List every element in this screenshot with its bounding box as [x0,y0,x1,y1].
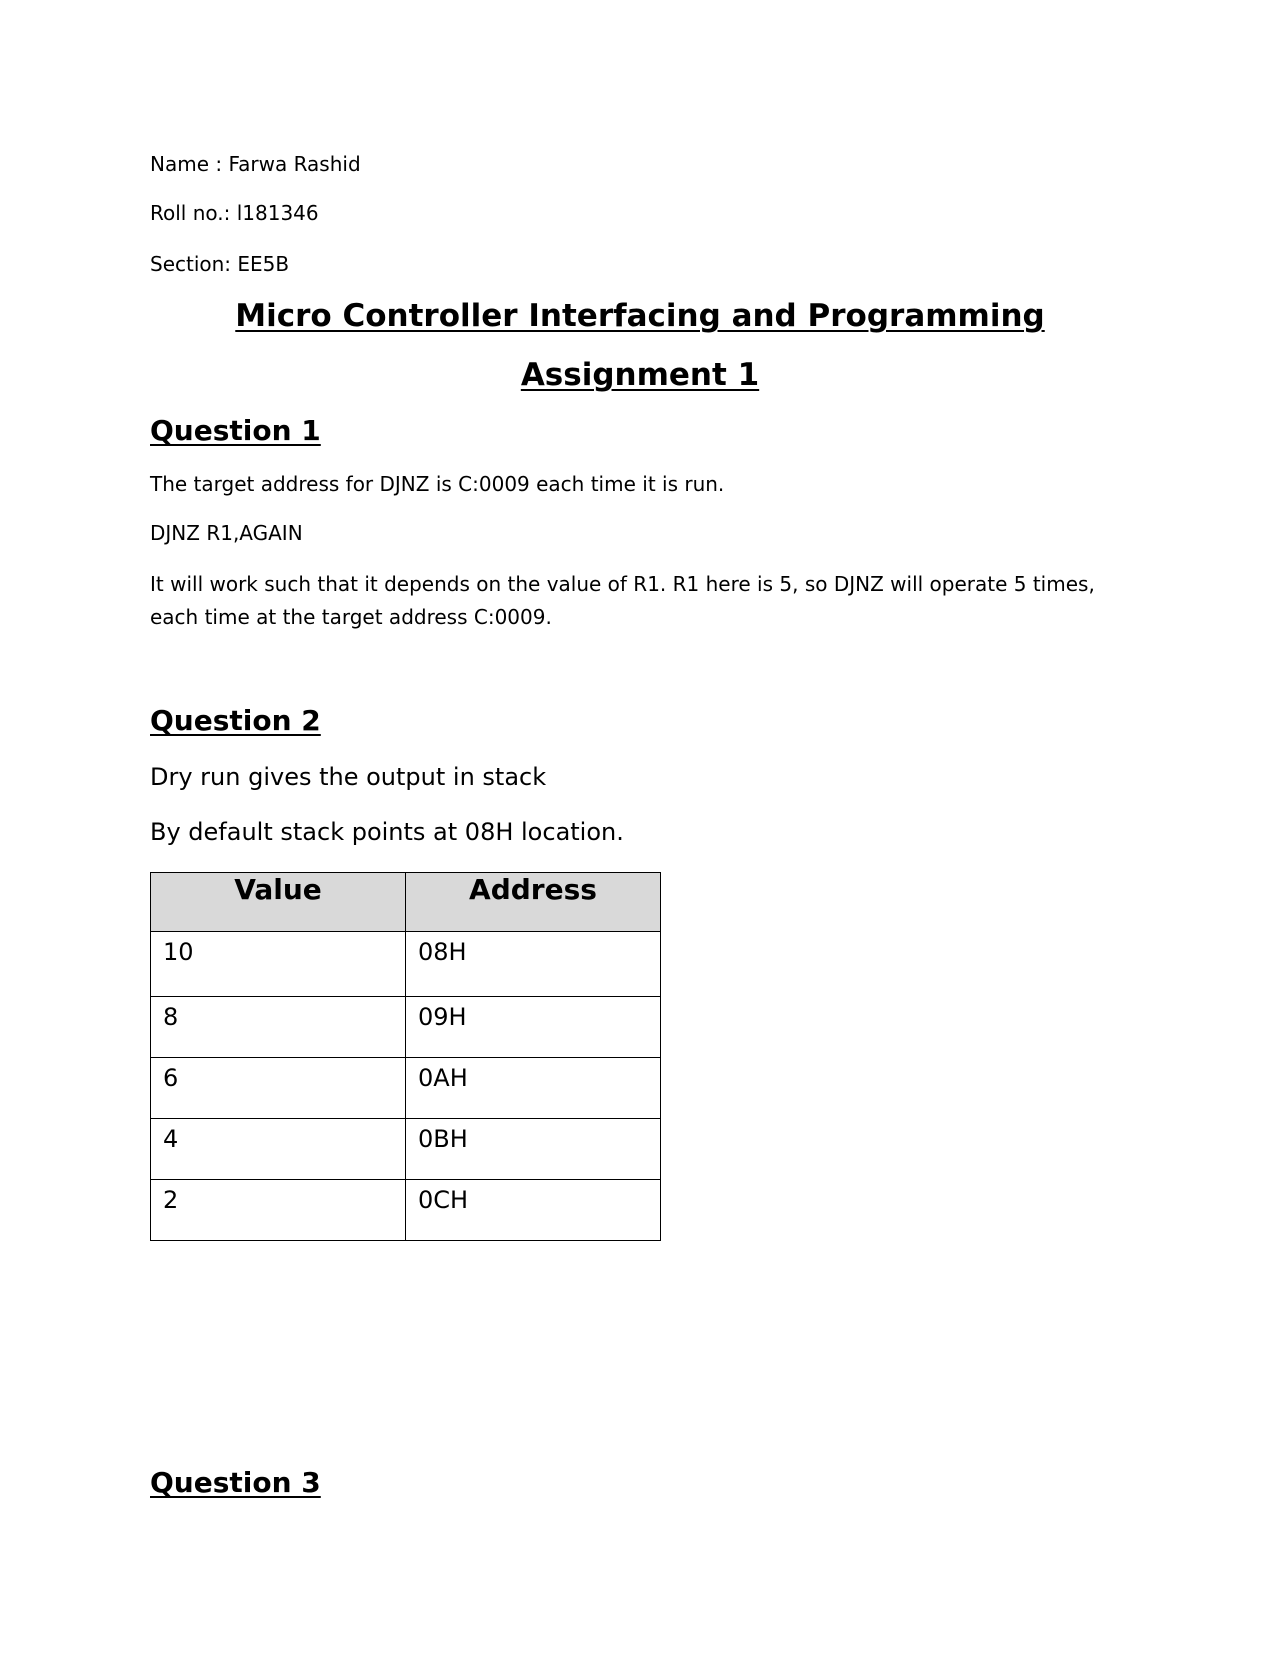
table-cell-value: 6 [151,1058,406,1119]
table-cell-value: 4 [151,1119,406,1180]
table-row [151,1058,661,1119]
table-cell-value: 8 [151,997,406,1058]
table-row [151,932,661,997]
table-row [151,1119,661,1180]
question-1-line-1: The target address for DJNZ is C:0009 each time it is run. [150,472,725,496]
table-cell-address: 0BH [406,1119,661,1180]
table-header-row [151,873,661,932]
assignment-title: Assignment 1 [520,357,760,393]
student-name: Name : Farwa Rashid [150,152,361,176]
roll-number: Roll no.: l181346 [150,201,319,225]
question-3-heading: Question 3 [150,1466,321,1499]
table-cell-address: 0AH [406,1058,661,1119]
table-cell-address: 09H [406,997,661,1058]
question-2-line-2: By default stack points at 08H location. [150,818,624,846]
question-1-line-2: DJNZ R1,AGAIN [150,521,303,545]
table-cell-address: 08H [406,932,661,997]
question-2-heading: Question 2 [150,704,321,737]
question-1-paragraph: It will work such that it depends on the value of R1. R1 here is 5, so DJNZ will operate 5 times, each time at the target address C:0009. [150,572,1095,629]
table-header-value: Value [151,873,406,932]
table-cell-value: 2 [151,1180,406,1241]
question-1-heading: Question 1 [150,414,321,447]
table-row [151,1180,661,1241]
table-header-address: Address [406,873,661,932]
stack-table [150,872,661,1241]
document-title: Micro Controller Interfacing and Programming [235,298,1045,334]
section: Section: EE5B [150,252,290,276]
table-cell-address: 0CH [406,1180,661,1241]
table-row [151,997,661,1058]
table-cell-value: 10 [151,932,406,997]
question-2-line-1: Dry run gives the output in stack [150,763,547,791]
